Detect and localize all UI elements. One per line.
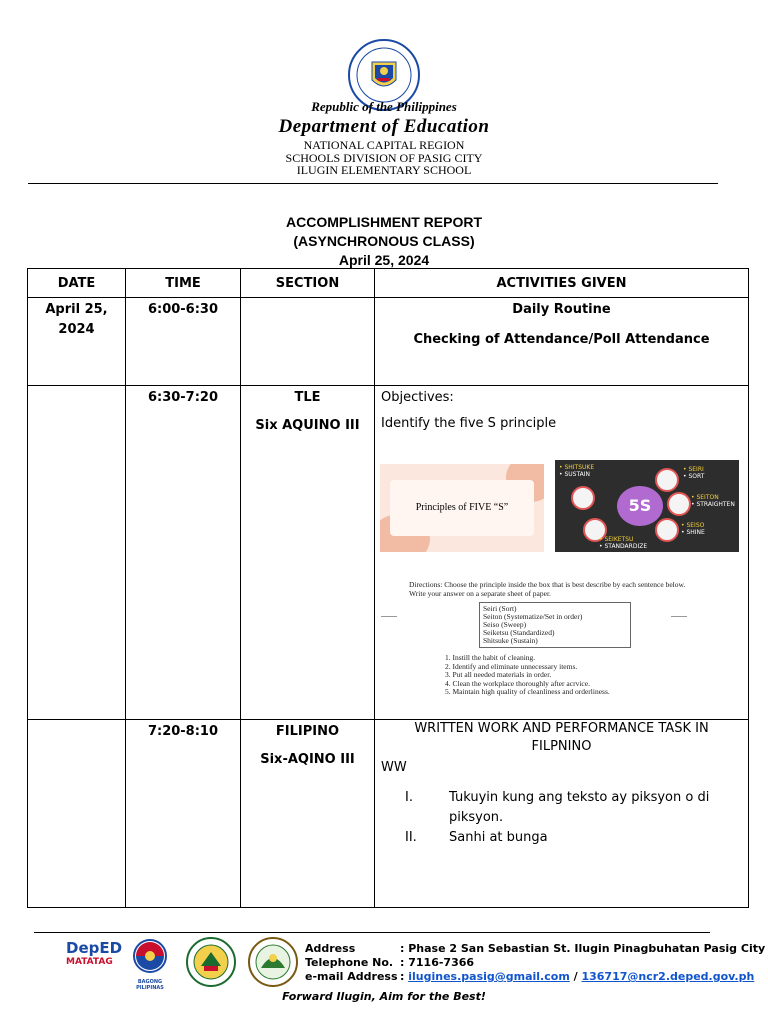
label-seiso [681,522,705,536]
label-text: • STANDARDIZE [599,543,648,550]
list-item [375,788,748,828]
label-seiri [683,466,704,480]
decor-rule [671,616,687,617]
sdo-pasig-seal-icon [184,936,238,988]
bagong-pilipinas-logo [128,938,172,991]
date-line: April 25, [45,302,108,317]
choice-item: Seiketsu (Standardized) [483,628,555,637]
email-link-gmail[interactable]: ilugines.pasig@gmail.com [408,970,570,983]
list-text: Tukuyin kung ang teksto ay piksyon o di [449,790,710,805]
cleaning-icon [655,518,679,542]
header-divider [28,183,718,184]
question-item: 2. Identify and eliminate unnecessary items. [445,661,578,671]
address-label: Address [305,942,356,955]
time-value: 6:00-6:30 [147,302,219,317]
table-row [28,720,749,908]
question-item: 1. Instill the habit of cleaning. [445,653,536,662]
report-subtitle: (ASYNCHRONOUS CLASS) [293,233,475,249]
choices-box [479,602,631,648]
time-cell [126,720,241,908]
republic-line: Republic of the Philippines [311,99,457,114]
choice-item: Seiso (Sweep) [483,620,527,629]
ilugin-es-seal-icon [246,936,300,988]
column-header-section: SECTION [241,269,375,298]
date-cell [28,298,126,386]
email-prefix: : [400,970,409,983]
region-name: NATIONAL CAPITAL REGION [303,138,465,152]
address-value: : Phase 2 San Sebastian St. Ilugin Pinagbuhatan Pasig City [400,942,766,955]
subject-name: FILIPINO [275,724,340,739]
division-name: SCHOOLS DIVISION OF PASIG CITY [285,151,483,165]
recycle-icon [571,486,595,510]
school-tagline: Forward Ilugin, Aim for the Best! [282,990,486,1003]
activity-daily-routine: Daily Routine [512,302,611,317]
logo-text: MATATAG [66,957,113,967]
activities-cell [375,298,749,386]
activity-attendance: Checking of Attendance/Poll Attendance [413,332,710,347]
school-name: ILUGIN ELEMENTARY SCHOOL [296,163,472,177]
tools-icon [667,492,691,516]
objective-text: Identify the five S principle [381,416,557,431]
section-cell [241,298,375,386]
deped-matatag-logo [66,939,123,978]
list-text: Sanhi at bunga [449,830,548,845]
label-text: • SEITON [691,494,719,501]
lesson-images [375,464,748,560]
bagong-pilipinas-icon [128,938,172,974]
date-cell [28,720,126,908]
list-number: II. [405,830,417,845]
label-text: • SEIKETSU [599,536,634,543]
filipino-heading: FILPNINO [531,739,592,754]
table-header-row [28,269,749,298]
activities-cell [375,720,749,908]
phone-value: : 7116-7366 [400,956,475,969]
slide-caption: Principles of FIVE “S” [415,502,509,513]
five-s-center-label: 5S [617,486,663,526]
list-item [375,828,748,848]
five-s-diagram [555,460,739,552]
department-name: Department of Education [278,116,490,137]
ww-list [375,788,748,848]
table-row [28,386,749,720]
list-number: I. [405,790,413,805]
label-text: • SHITSUKE [559,464,595,471]
label-text: • SORT [683,473,705,480]
time-value: 6:30-7:20 [147,390,219,405]
label-seiketsu [599,536,647,550]
email-value [400,970,754,984]
column-header-activities: ACTIVITIES GIVEN [375,269,749,298]
column-header-time: TIME [126,269,241,298]
label-shitsuke [559,464,594,478]
directions-text: Directions: Choose the principle inside the box that is best describe by each sentence below. Write your answer on a separate sheet of paper. [409,580,686,598]
subject-name: TLE [294,390,321,405]
section-name: Six-AQINO III [260,752,355,767]
decor-rule [381,616,397,617]
accomplishment-table [27,268,749,908]
choice-item: Seiri (Sort) [483,604,517,613]
question-item: 5. Maintain high quality of cleanliness and orderliness. [445,687,610,696]
ww-label: WW [381,760,407,775]
five-s-title-slide [380,464,544,552]
objectives-label: Objectives: [381,390,454,405]
email-link-deped[interactable]: 136717@ncr2.deped.gov.ph [581,970,755,983]
broom-icon [655,468,679,492]
logo-text: DepED [66,939,123,957]
footer-divider [34,932,710,933]
question-item: 4. Clean the workplace thoroughly after acrvice. [445,678,590,688]
time-value: 7:20-8:10 [147,724,219,739]
date-line: 2024 [58,322,95,337]
question-list [445,654,689,697]
report-title: ACCOMPLISHMENT REPORT [286,214,482,230]
label-seiton [691,494,735,508]
question-item: 3. Put all needed materials in order. [445,670,552,679]
label-text: • STRAIGHTEN [691,501,735,508]
column-header-date: DATE [28,269,126,298]
label-text: • SUSTAIN [559,471,591,478]
time-cell [126,386,241,720]
date-cell [28,386,126,720]
email-label: e-mail Address [305,970,398,983]
phone-label: Telephone No. [305,956,394,969]
table-row [28,298,749,386]
list-text: piksyon. [449,810,504,825]
choice-item: Shitsuke (Sustain) [483,636,538,645]
section-cell [241,720,375,908]
label-text: • SHINE [681,529,705,536]
report-date: April 25, 2024 [338,252,430,268]
time-cell [126,298,241,386]
logo-caption: BAGONG PILIPINAS [136,979,164,991]
activities-cell [375,386,749,720]
email-separator: / [569,970,582,983]
section-name: Six AQUINO III [255,418,360,433]
choice-item: Seiton (Systematize/Set in order) [483,612,583,621]
filipino-heading: WRITTEN WORK AND PERFORMANCE TASK IN [414,721,709,736]
directions-worksheet [409,580,689,697]
label-text: • SEIRI [683,466,704,473]
label-text: • SEISO [681,522,705,529]
section-cell [241,386,375,720]
